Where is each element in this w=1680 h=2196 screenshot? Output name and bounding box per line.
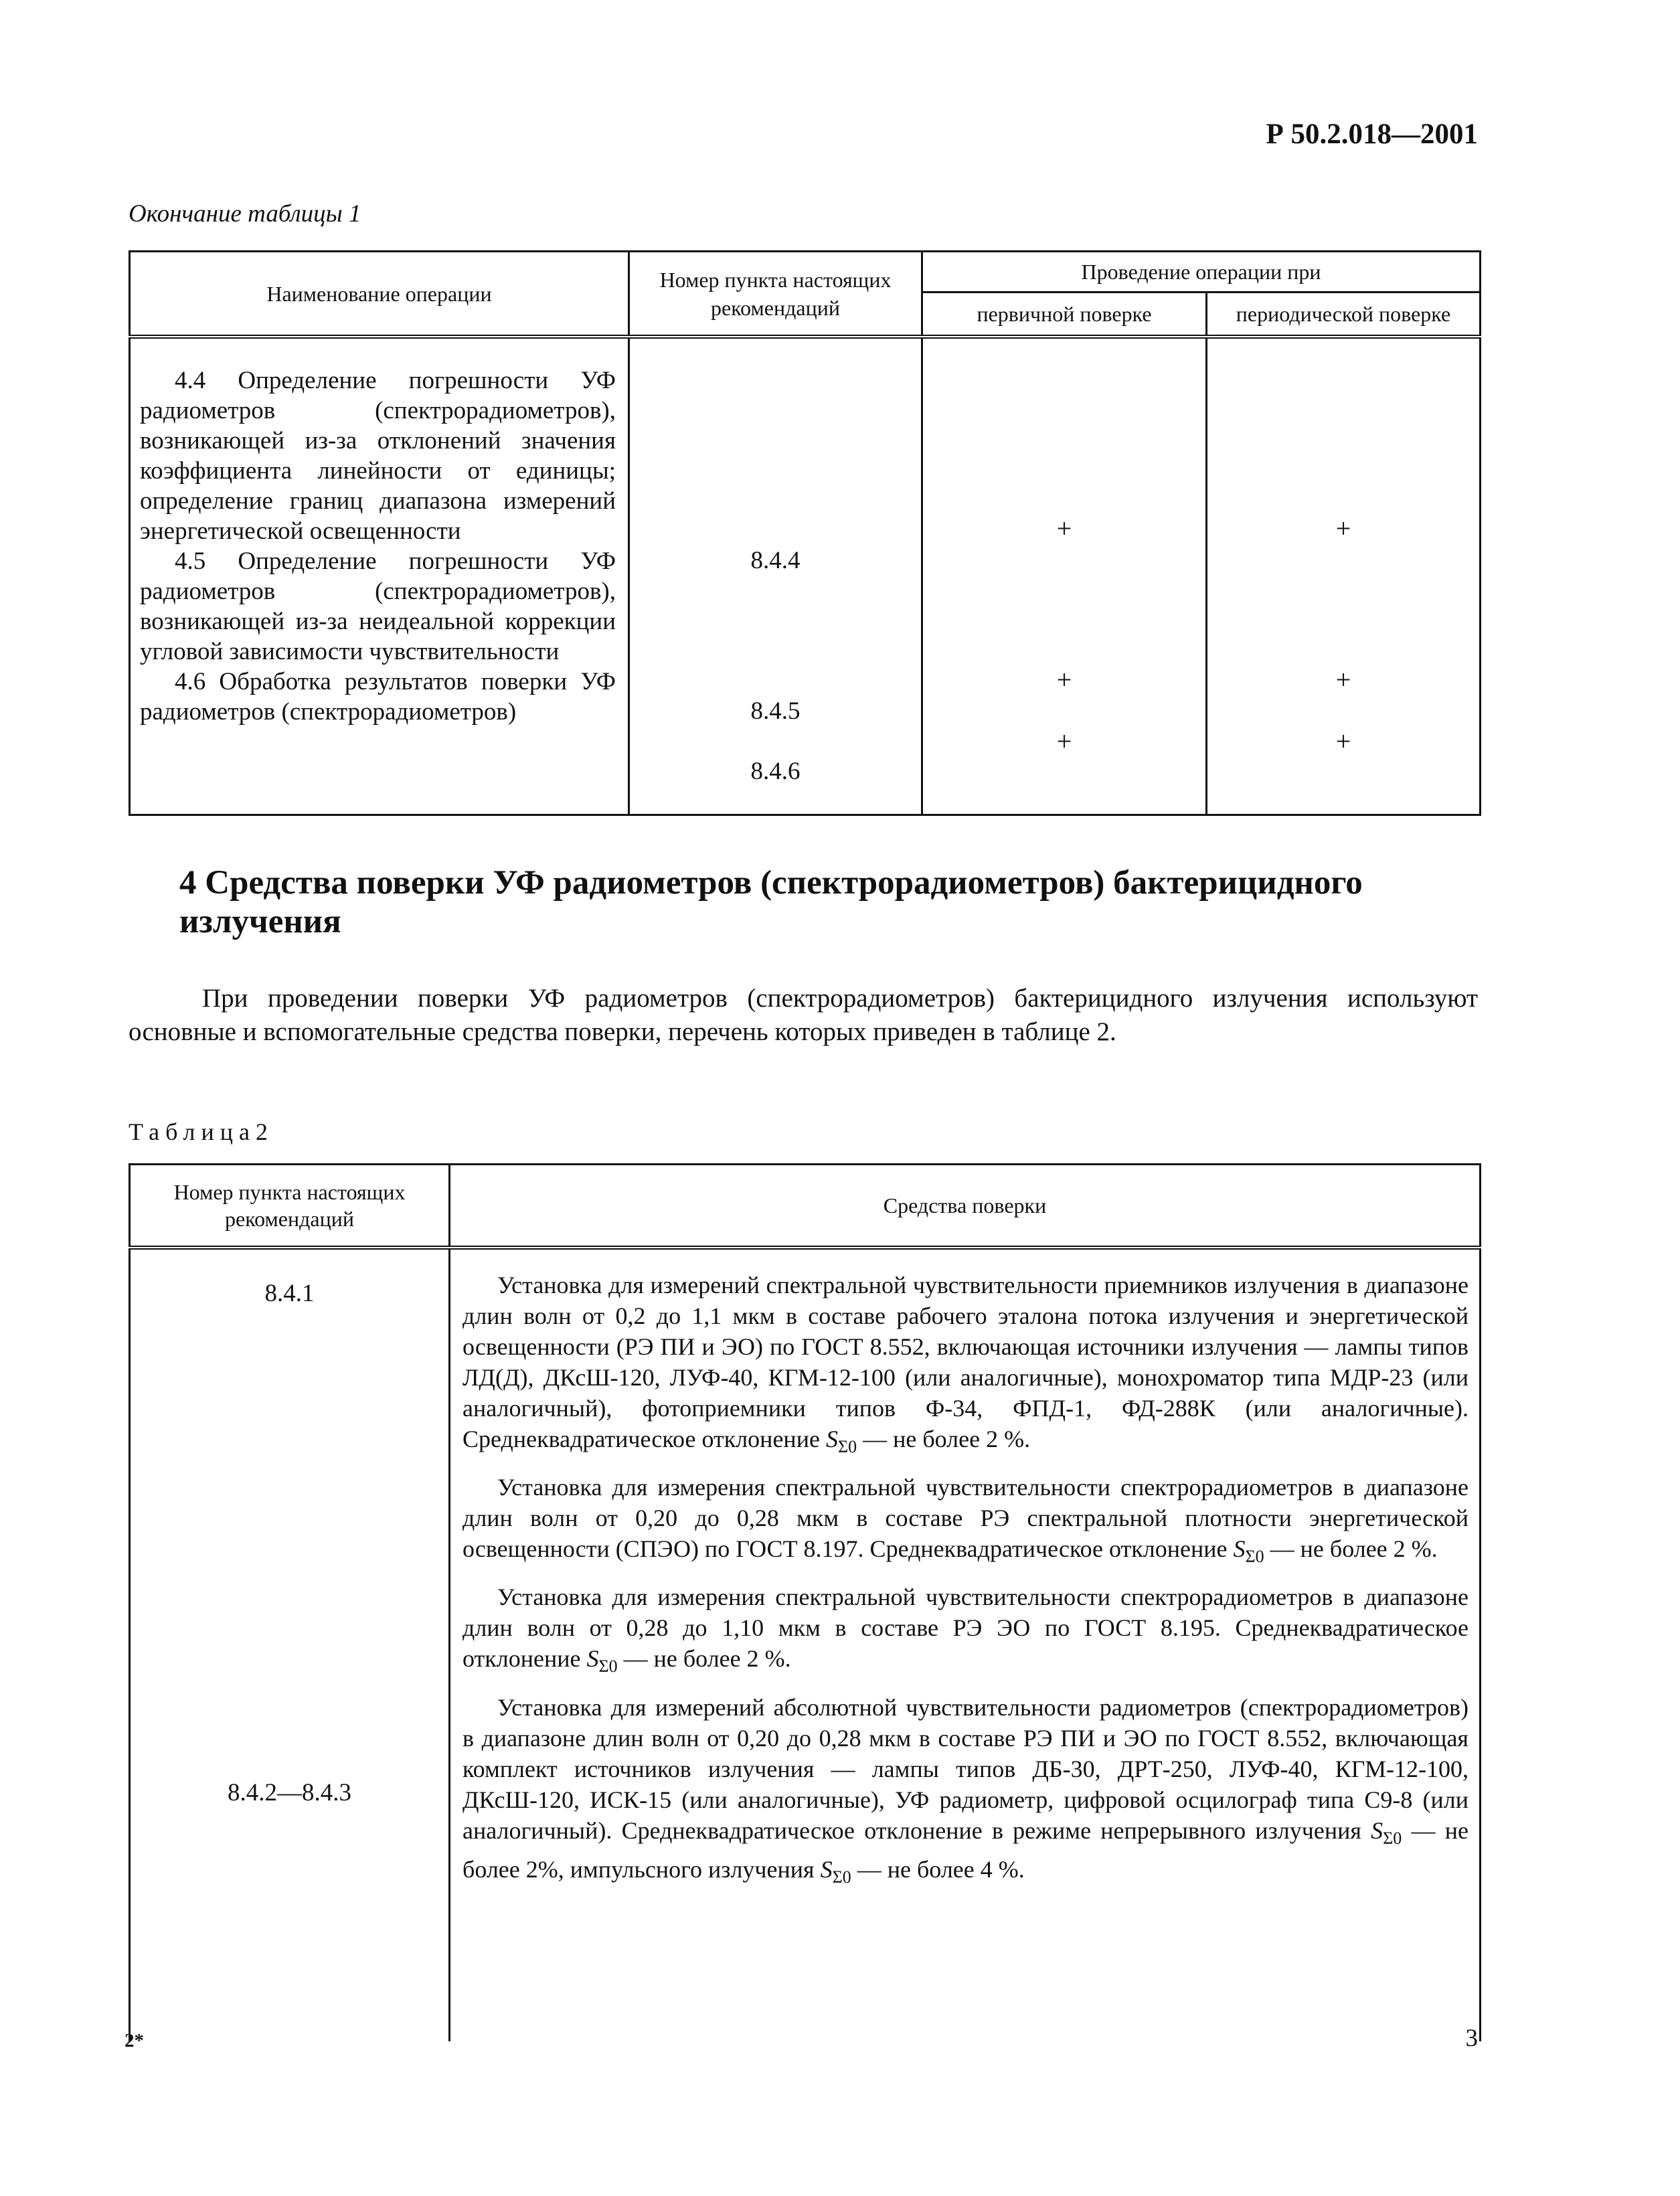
primary-mark: + — [1056, 513, 1072, 543]
table2-caption: Таблица2 — [129, 1118, 274, 1145]
means-item: Установка для измерения спектральной чувствительности спектрорадиометров в диапазоне длин волн от 0,20 до 0,28 мкм в составе РЭ спектральной плотности энергетической освещенности (СПЭО) по ГОСТ 8.197. Среднеквадратическое отклонение $S_{\Sigma 0}$ — не более 2 %. — [463, 1474, 1468, 1567]
means-item: Установка для измерения спектральной чувствительности спектрорадиометров в диапазоне длин волн от 0,28 до 1,10 мкм в составе РЭ ЭО по ГОСТ 8.195. Среднеквадратическое отклонение $S_{\Sigma 0}$ — не более 2 %. — [463, 1584, 1468, 1677]
sigma-symbol: $S_{\Sigma 0}$ — [586, 1645, 618, 1677]
sigma-symbol: $S_{\Sigma 0}$ — [825, 1426, 857, 1457]
periodic-mark: + — [1335, 665, 1351, 695]
sigma-symbol: $S_{\Sigma 0}$ — [1371, 1817, 1402, 1848]
periodic-mark: + — [1335, 513, 1351, 543]
header-periodic: периодической поверке — [1207, 292, 1481, 337]
operation-4-6: 4.6 Обработка результатов поверки УФ радиометров (спектрорадиометров) — [140, 668, 616, 726]
header-ref-number: Номер пункта настоящих рекомендаций — [629, 252, 922, 337]
header-ref-number: Номер пункта настоящих рекомендаций — [130, 1165, 450, 1248]
primary-mark: + — [1056, 665, 1072, 695]
ref-8-4-2-8-4-3: 8.4.2—8.4.3 — [228, 1779, 351, 1806]
table-1 — [129, 250, 1481, 816]
ref-cell — [629, 337, 922, 815]
header-primary: первичной поверке — [922, 292, 1207, 337]
operation-cell — [130, 337, 629, 815]
table-row — [130, 337, 1481, 815]
ref-8-4-1: 8.4.1 — [264, 1280, 315, 1307]
document-number: Р 50.2.018—2001 — [1266, 118, 1478, 150]
operation-4-5: 4.5 Определение погрешности УФ радиометров (спектрорадиометров), возникающей из-за неидеальной коррекции угловой зависимости чувствительности — [140, 547, 616, 665]
header-operation-name: Наименование операции — [130, 252, 629, 337]
sheet-mark: 2* — [124, 2030, 144, 2051]
periodic-cell — [1207, 337, 1481, 815]
primary-mark: + — [1056, 726, 1072, 756]
means-cell — [450, 1248, 1481, 2041]
sigma-symbol: $S_{\Sigma 0}$ — [1233, 1535, 1264, 1567]
table1-caption: Окончание таблицы 1 — [129, 200, 361, 228]
ref-8-4-5: 8.4.5 — [750, 697, 801, 725]
periodic-mark: + — [1335, 726, 1351, 756]
header-means: Средства поверки — [450, 1165, 1481, 1248]
header-conduct: Проведение операции при — [922, 252, 1481, 292]
page-number: 3 — [1465, 2025, 1478, 2052]
primary-cell — [922, 337, 1207, 815]
ref-cell — [130, 1248, 450, 2041]
operation-4-4: 4.4 Определение погрешности УФ радиометров (спектрорадиометров), возникающей из-за отклонений значения коэффициента линейности от единицы; определение границ диапазона измерений энергетической освещенности — [140, 367, 616, 545]
section-paragraph: При проведении поверки УФ радиометров (спектрорадиометров) бактерицидного излучения используют основные и вспомогательные средства поверки, перечень которых приведен в таблице 2. — [129, 984, 1478, 1046]
ref-8-4-4: 8.4.4 — [750, 547, 801, 574]
table-2 — [129, 1163, 1481, 2041]
ref-8-4-6: 8.4.6 — [750, 758, 801, 785]
means-item: Установка для измерений абсолютной чувствительности радиометров (спектрорадиометров) в диапазоне длин волн от 0,20 до 0,28 мкм в составе РЭ ПИ и ЭО по ГОСТ 8.552, включающая комплект источников излучения — лампы типов ДБ-30, ДРТ-250, ЛУФ-40, КГМ-12-100, ДКсШ-120, ИСК-15 (или аналогичные), УФ радиометр, цифровой осцилограф типа С9-8 (или аналогичный). Среднеквадратическое отклонение в режиме непрерывного излучения $S_{\Sigma 0}$ — не более 2%, импульсного излучения $S_{\Sigma 0}$ — не более 4 %. — [463, 1693, 1469, 1887]
section-heading: 4 Средства поверки УФ радиометров (спектрорадиометров) бактерицидного излучения — [179, 864, 1363, 940]
sigma-symbol: $S_{\Sigma 0}$ — [820, 1855, 851, 1887]
means-item: Установка для измерений спектральной чувствительности приемников излучения в диапазоне длин волн от 0,2 до 1,1 мкм в составе рабочего эталона потока излучения и энергетической освещенности (РЭ ПИ и ЭО) по ГОСТ 8.552, включающая источники излучения — лампы типов ЛД(Д), ДКсШ-120, ЛУФ-40, КГМ-12-100 (или аналогичные), монохроматор типа МДР-23 (или аналогичный), фотоприемники типов Ф-34, ФПД-1, ФД-288К (или аналогичные). Среднеквадратическое отклонение $S_{\Sigma 0}$ — не более 2 %. — [463, 1272, 1468, 1457]
table-row — [130, 1248, 1481, 2041]
